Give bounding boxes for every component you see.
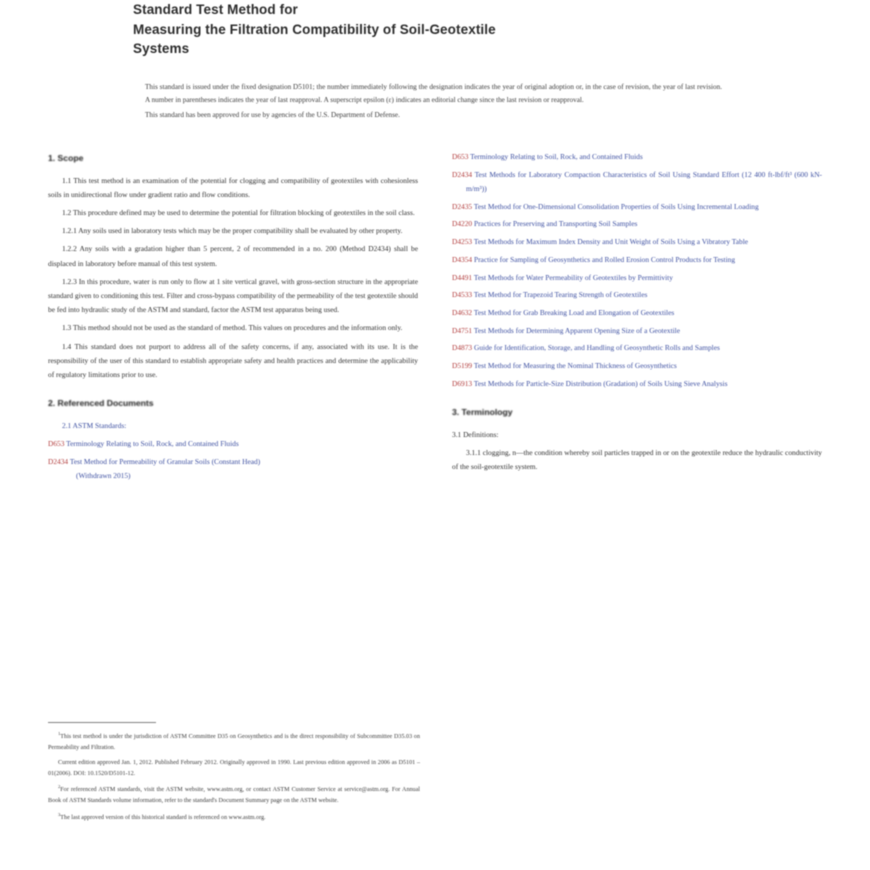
reference-item[interactable]: [452, 306, 822, 320]
document-header: [133, 0, 762, 123]
reference-designation[interactable]: D5199: [452, 361, 473, 371]
section-heading-terminology: 3. Terminology: [452, 407, 513, 418]
referenced-standards-subheading[interactable]: 2.1 ASTM Standards:: [62, 420, 127, 430]
reference-item[interactable]: [452, 235, 822, 249]
reference-title[interactable]: Test Method for Grab Breaking Load and Elongation of Geotextiles: [473, 307, 675, 317]
reference-note: (Withdrawn 2015): [76, 471, 131, 480]
footnote-item: [48, 811, 420, 824]
reference-item[interactable]: [48, 437, 418, 451]
section-heading-scope: 1. Scope: [48, 153, 84, 163]
reference-title[interactable]: Test Method for Trapezoid Tearing Strength of Geotextiles: [473, 290, 648, 300]
footnote-text: This test method is under the jurisdiction of ASTM Committee D35 on Geosynthetics and is the direct responsibility of Subcommittee D35.03 on Permeability and Filtration.: [48, 734, 420, 751]
footnote-text: Current edition approved Jan. 1, 2012. Published February 2012. Originally approved in 1990. Last previous edition approved in 2006 as D5101 – 01(2006). DOI: 10.1520/D5101-12.: [48, 759, 420, 777]
reference-item[interactable]: [48, 455, 418, 483]
paragraph: 1.2.3 In this procedure, water is run only to flow at 1 site vertical gravel, with gross-section structure in the appropriate standard given to conditioning this test. Filter and cross-bypass compatibility of the permeability of the test geotextile should be fed into hydraulic study of the ASTM and standard, factor the ASTM test apparatus being used.: [48, 276, 418, 315]
footnote-marker: 1: [58, 731, 61, 736]
reference-title[interactable]: Test Methods for Determining Apparent Opening Size of a Geotextile: [473, 325, 681, 335]
footnote-text: The last approved version of this historical standard is referenced on www.astm.org.: [60, 815, 266, 822]
reference-title[interactable]: Practice for Sampling of Geosynthetics and Rolled Erosion Control Products for Testing: [473, 254, 736, 264]
reference-item[interactable]: [452, 150, 822, 164]
paragraph: 1.2.2 Any soils with a gradation higher than 5 percent, 2 of recommended in a no. 200 (Method D2434) shall be displaced in laboratory before manual of this test system.: [48, 244, 418, 268]
reference-title[interactable]: Practices for Preserving and Transporting Soil Samples: [473, 219, 638, 229]
reference-designation[interactable]: D2434: [452, 169, 473, 179]
footnote-marker: 3: [58, 812, 61, 818]
reference-designation[interactable]: D653: [48, 439, 65, 449]
reference-item[interactable]: [452, 200, 822, 214]
reference-title[interactable]: Terminology Relating to Soil, Rock, and Contained Fluids: [470, 152, 643, 161]
title-line-3: Systems: [133, 41, 190, 57]
reference-designation[interactable]: D4253: [452, 237, 473, 247]
reference-title[interactable]: Test Method for One-Dimensional Consolidation Properties of Soils Using Incremental Loading: [473, 201, 759, 211]
title-line-2: Measuring the Filtration Compatibility of Soil-Geotextile: [133, 21, 496, 37]
reference-item[interactable]: [452, 288, 822, 302]
reference-item[interactable]: [452, 253, 822, 267]
reference-designation[interactable]: D2435: [452, 201, 473, 211]
reference-title[interactable]: Test Methods for Maximum Index Density and Unit Weight of Soils Using a Vibratory Table: [473, 237, 749, 247]
reference-item[interactable]: [452, 341, 822, 355]
paragraph: 1.2.1 Any soils used in laboratory tests which may be the proper compatibility shall be evaluated by other property.: [62, 226, 403, 236]
terminology-subheading: 3.1 Definitions:: [452, 429, 499, 439]
paragraph: 1.4 This standard does not purport to address all of the safety concerns, if any, associated with its use. It is the responsibility of the user of this standard to establish appropriate safety and health practices and determine the applicability of regulatory limitations prior to use.: [48, 341, 418, 380]
paragraph: 1.3 This method should not be used as the standard of method. This values on procedures and the information only.: [62, 323, 403, 333]
paragraph: 1.1 This test method is an examination of the potential for clogging and compatibility of geotextiles with cohesionless soils in unidirectional flow under gradient ratio and flow conditions.: [48, 175, 418, 199]
title-line-1: Standard Test Method for: [133, 2, 298, 17]
paragraph: 3.1.1 clogging, n—the condition whereby soil particles trapped in or on the geotextile reduce the hydraulic conductivity of the soil-geotextile system.: [452, 447, 822, 471]
reference-designation[interactable]: D4220: [452, 219, 473, 229]
reference-title[interactable]: Test Methods for Laboratory Compaction Characteristics of Soil Using Standard Effort (12 400 ft-lbf/ft³ (600 kN-m/m³)): [466, 169, 822, 193]
footnote-item: [48, 758, 420, 780]
footnote-marker: 2: [58, 784, 61, 790]
reference-item[interactable]: [452, 324, 822, 338]
footnote-item: [48, 783, 420, 807]
notice-paragraph-2: This standard has been approved for use by agencies of the U.S. Department of Defense.: [145, 111, 400, 120]
reference-designation[interactable]: D4354: [452, 254, 473, 264]
reference-item[interactable]: [452, 217, 822, 231]
reference-designation[interactable]: D6913: [452, 378, 473, 388]
section-heading-referenced-documents: 2. Referenced Documents: [48, 398, 154, 409]
reference-title[interactable]: Test Method for Measuring the Nominal Thickness of Geosynthetics: [473, 361, 677, 371]
reference-designation[interactable]: D4873: [452, 343, 473, 353]
reference-designation[interactable]: D2434: [48, 456, 69, 466]
reference-designation[interactable]: D4533: [452, 290, 473, 300]
paragraph: 1.2 This procedure defined may be used to determine the potential for filtration blocking of geotextiles in the soil class.: [62, 207, 415, 217]
reference-title[interactable]: Test Method for Permeability of Granular Soils (Constant Head): [69, 456, 261, 466]
reference-title[interactable]: Test Methods for Particle-Size Distribution (Gradation) of Soils Using Sieve Analysis: [473, 378, 728, 388]
notice-paragraph-1: This standard is issued under the fixed designation D5101; the number immediately following the designation indicates the year of original adoption or, in the case of revision, the year of last revision. A number in parentheses indicates the year of last reapproval. A superscript epsilon (ε) indicates an editorial change since the last revision or reapproval.: [145, 82, 722, 104]
reference-designation[interactable]: D653: [452, 152, 469, 161]
page-title: [133, 0, 762, 59]
footnote-item: [48, 730, 420, 754]
body-columns: [48, 150, 822, 487]
footnote-divider: [48, 722, 156, 723]
right-column: [452, 150, 822, 487]
reference-item[interactable]: [452, 359, 822, 373]
reference-item[interactable]: [452, 377, 822, 391]
reference-designation[interactable]: D4491: [452, 272, 473, 282]
reference-item[interactable]: [452, 168, 822, 196]
reference-item[interactable]: [452, 271, 822, 285]
footnotes: [48, 722, 420, 828]
reference-title[interactable]: Terminology Relating to Soil, Rock, and Contained Fluids: [66, 439, 239, 449]
footnote-text: For referenced ASTM standards, visit the ASTM website, www.astm.org, or contact ASTM Customer Service at service@astm.org. For Annual Book of ASTM Standards volume information, refer to the standard's Document Summary page on the ASTM website.: [48, 787, 420, 805]
reference-designation[interactable]: D4751: [452, 325, 473, 335]
reference-title[interactable]: Test Methods for Water Permeability of Geotextiles by Permittivity: [473, 272, 673, 282]
standard-notice: [145, 81, 722, 123]
left-column: [48, 150, 418, 487]
reference-designation[interactable]: D4632: [452, 307, 473, 317]
reference-title[interactable]: Guide for Identification, Storage, and Handling of Geosynthetic Rolls and Samples: [473, 343, 720, 353]
